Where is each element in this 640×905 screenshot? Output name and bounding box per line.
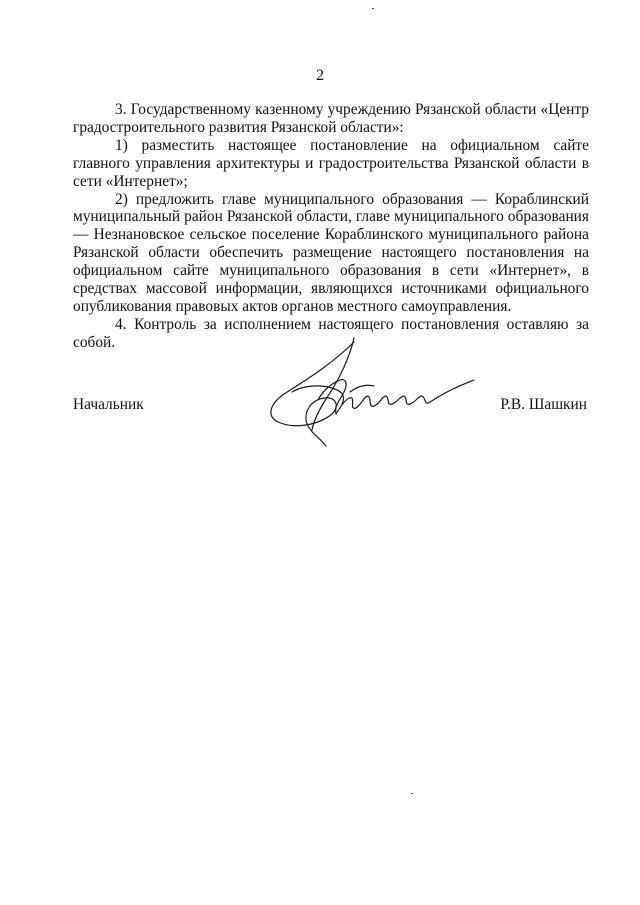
handwritten-signature xyxy=(262,334,482,452)
page-number: 2 xyxy=(316,67,324,84)
document-body xyxy=(73,101,589,352)
scan-speck xyxy=(411,793,413,794)
signer-name: Р.В. Шашкин xyxy=(500,396,587,413)
paragraph-item-4: 4. Контроль за исполнением настоящего постановления оставляю за собой. xyxy=(73,315,589,351)
scan-speck xyxy=(372,8,374,9)
signer-position: Начальник xyxy=(73,396,144,413)
paragraph-item-3: 3. Государственному казенному учреждению Рязанской области «Центр градостроительного развития Рязанской области»: xyxy=(73,101,589,136)
paragraph-subitem-1: 1) разместить настоящее постановление на официальном сайте главного управления архитектуры и градостроительства Рязанской области в сети «Интернет»; xyxy=(73,136,589,190)
paragraph-subitem-2: 2) предложить главе муниципального образования — Кораблинский муниципальный район Рязанской области, главе муниципального образования — Незнановское сельское поселение Кораблинского муниципального района Рязанской области обеспечить размещение настоящего постановления на официальном сайте муниципального образования в сети «Интернет», в средствах массовой информации, являющихся источниками официального опубликования правовых актов органов местного самоуправления. xyxy=(73,190,589,315)
